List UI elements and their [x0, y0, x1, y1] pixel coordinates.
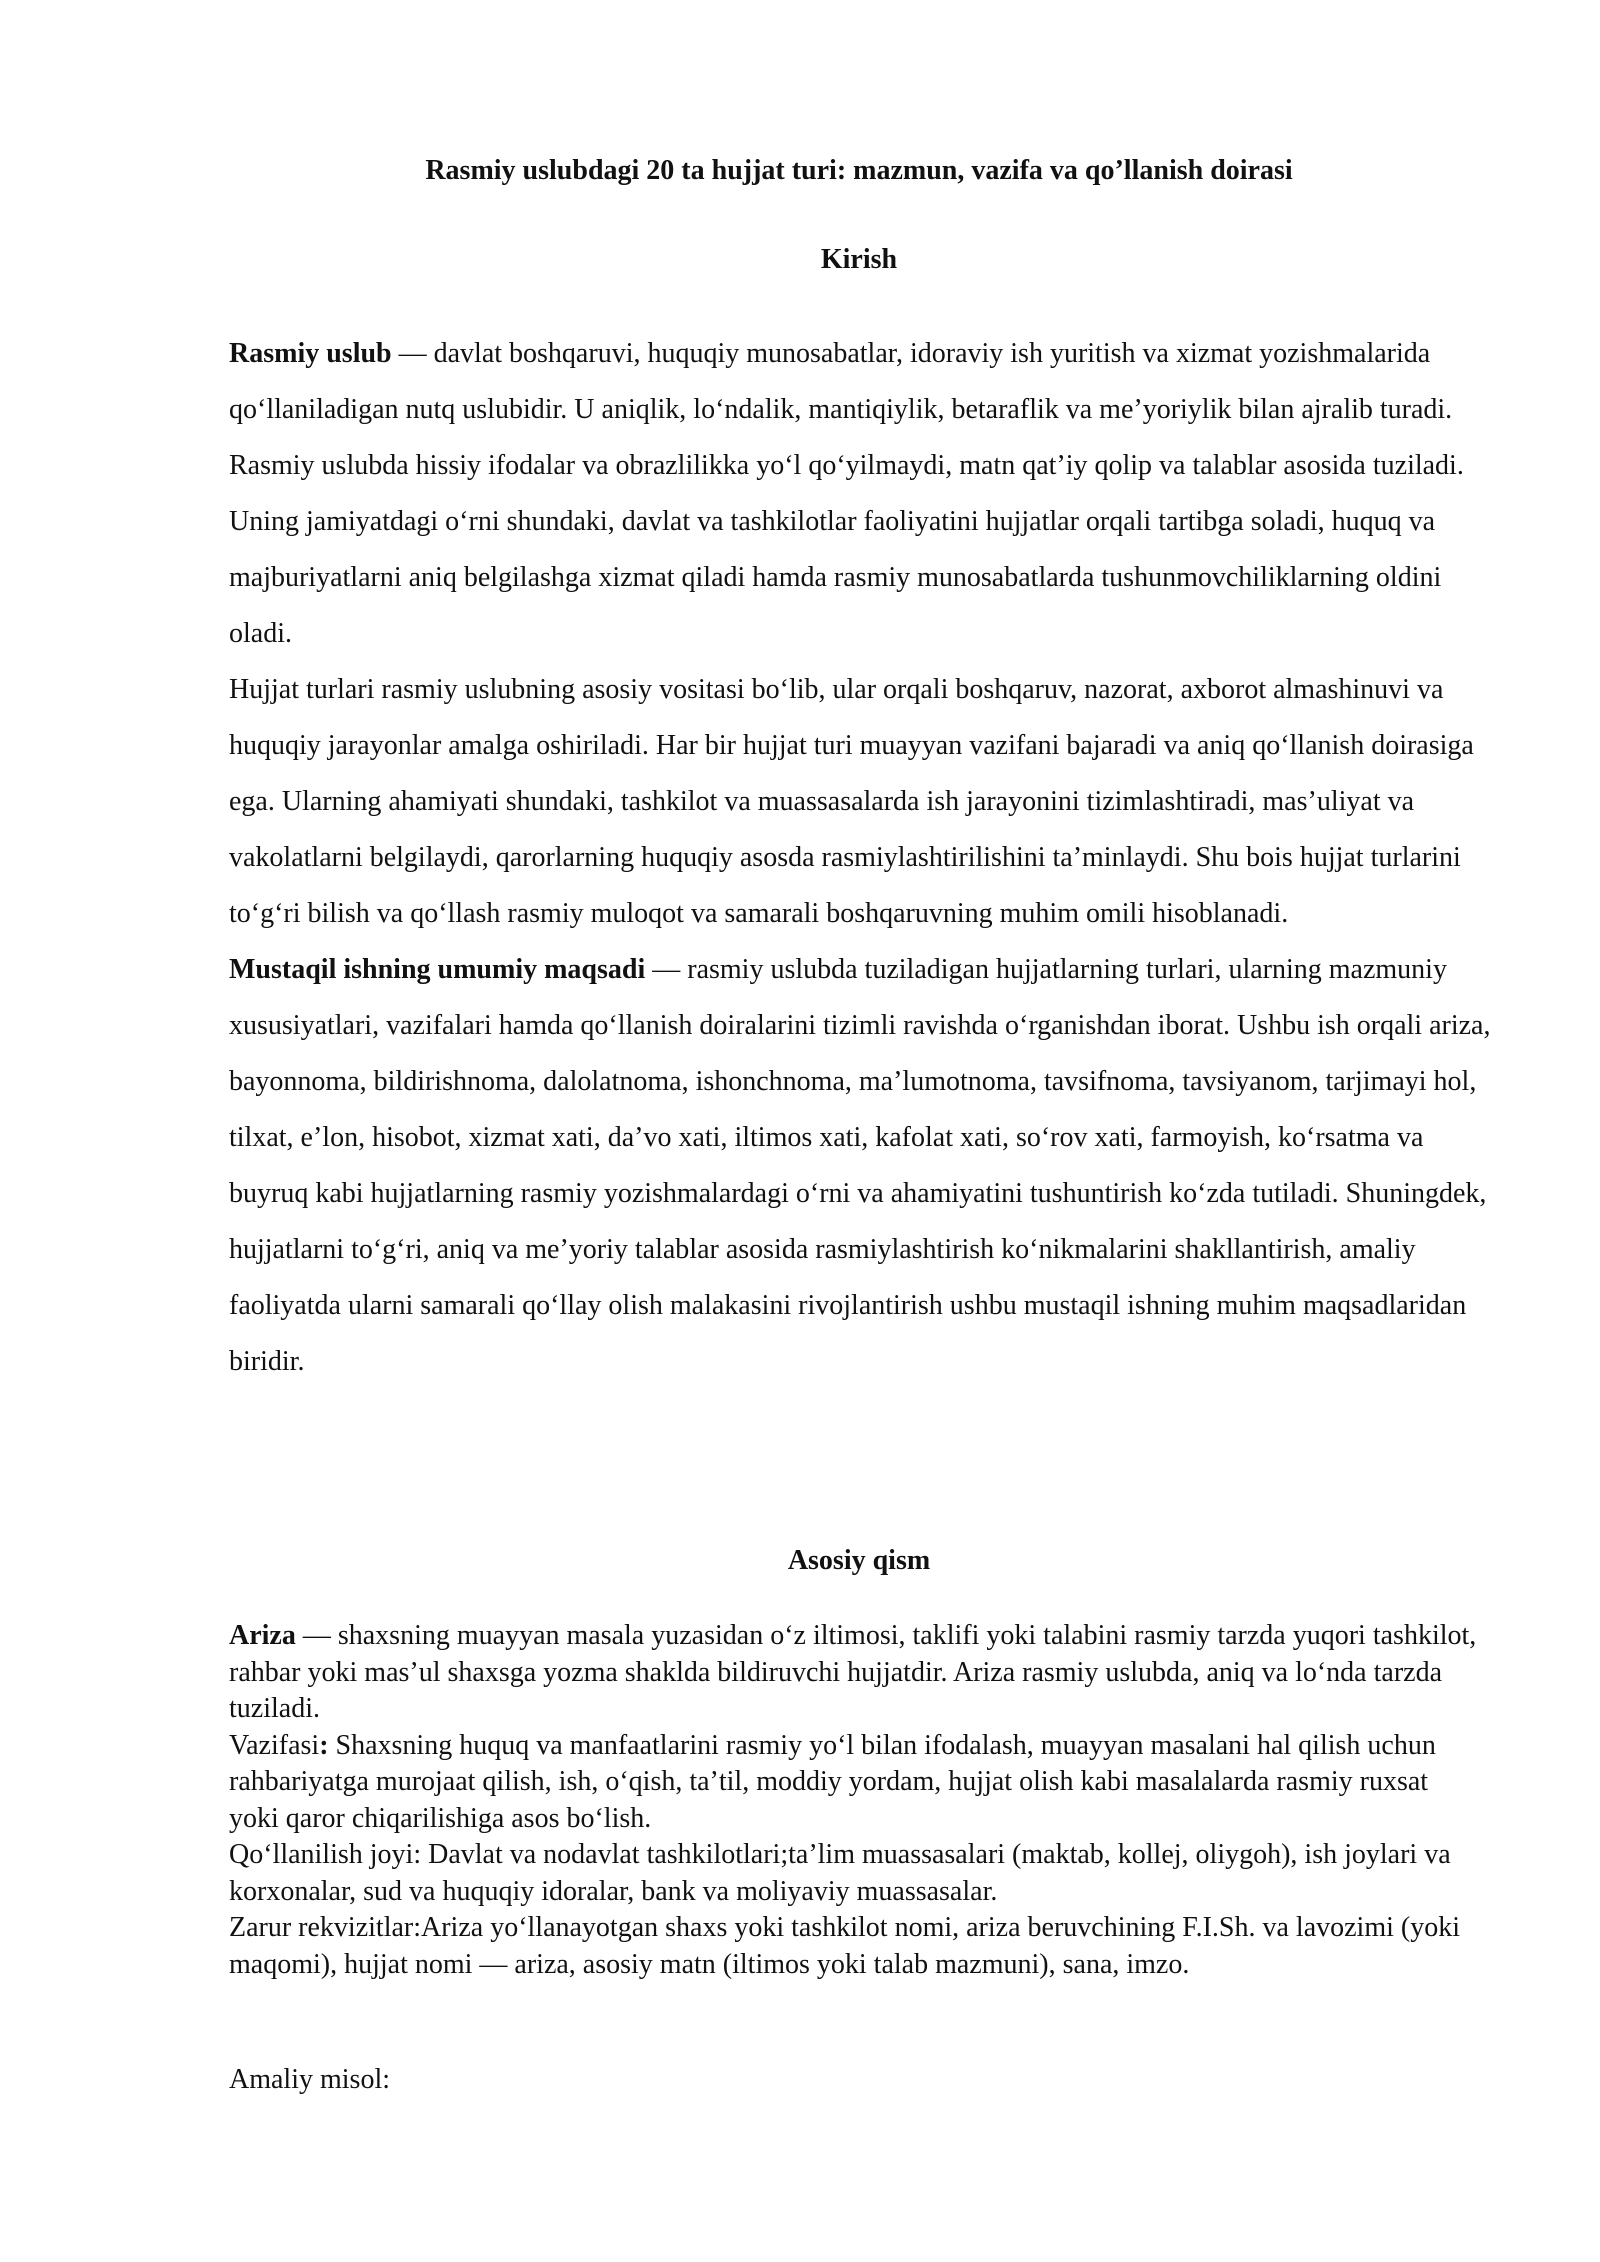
- ariza-definition: [229, 1618, 1479, 1728]
- intro-paragraph-2: Hujjat turlari rasmiy uslubning asosiy vositasi boʻlib, ular orqali boshqaruv, nazorat, axborot almashinuvi va huquqiy jarayonlar amalga oshiriladi. Har bir hujjat turi muayyan vazifani bajaradi va aniq qoʻllanish doirasiga ega. Ularning ahamiyati shundaki, tashkilot va muassasalarda ish jarayonini tizimlashtiradi, masʼuliyat va vakolatlarni belgilaydi, qarorlarning huquqiy asosda rasmiylashtirilishini taʼminlaydi. Shu bois hujjat turlarini toʻgʻri bilish va qoʻllash rasmiy muloqot va samarali boshqaruvning muhim omili hisoblanadi.: [229, 674, 1474, 929]
- ariza-requisites: Zarur rekvizitlar:Ariza yoʻllanayotgan shaxs yoki tashkilot nomi, ariza beruvchining F.I.Sh. va lavozimi (yoki maqomi), hujjat nomi — ariza, asosiy matn (iltimos yoki talab mazmuni), sana, imzo.: [229, 1912, 1460, 1980]
- section-heading-asosiy-qism: Asosiy qism: [787, 1545, 931, 1576]
- document-title: Rasmiy uslubdagi 20 ta hujjat turi: mazmun, vazifa va qo’llanish doirasi: [425, 155, 1293, 186]
- intro-paragraph-3-text: — rasmiy uslubda tuziladigan hujjatlarning turlari, ularning mazmuniy xususiyatlari, vazifalari hamda qoʻllanish doiralarini tizimli ravishda oʻrganishdan iborat. Ushbu ish orqali ariza, bayonnoma, bildirishnoma, dalolatnoma, ishonchnoma, maʼlumotnoma, tavsifnoma, tavsiyanom, tarjimayi hol, tilxat, eʼlon, hisobot, xizmat xati, daʼvo xati, iltimos xati, kafolat xati, soʻrov xati, farmoyish, koʻrsatma va buyruq kabi hujjatlarning rasmiy yozishmalardagi oʻrni va ahamiyatini tushuntirish koʻzda tutiladi. Shuningdek, hujjatlarni toʻgʻri, aniq va meʼyoriy talablar asosida rasmiylashtirish koʻnikmalarini shakllantirish, amaliy faoliyatda ularni samarali qoʻllay olish malakasini rivojlantirish ushbu mustaqil ishning muhim maqsadlaridan biridir.: [229, 954, 1491, 1377]
- intro-section: [229, 326, 1499, 1390]
- intro-paragraph-1-text: — davlat boshqaruvi, huquqiy munosabatlar, idoraviy ish yuritish va xizmat yozishmalarida qoʻllaniladigan nutq uslubidir. U aniqlik, loʻndalik, mantiqiylik, betaraflik va meʼyoriylik bilan ajralib turadi. Rasmiy uslubda hissiy ifodalar va obrazlilikka yoʻl qoʻyilmaydi, matn qatʼiy qolip va talablar asosida tuziladi. Uning jamiyatdagi oʻrni shundaki, davlat va tashkilotlar faoliyatini hujjatlar orqali tartibga soladi, huquq va majburiyatlarni aniq belgilashga xizmat qiladi hamda rasmiy munosabatlarda tushunmovchiliklarning oldini oladi.: [229, 338, 1464, 649]
- ariza-usage: Qoʻllanilish joyi: Davlat va nodavlat tashkilotlari;taʼlim muassasalari (maktab, kollej, oliygoh), ish joylari va korxonalar, sud va huquqiy idoralar, bank va moliyaviy muassasalar.: [229, 1839, 1451, 1907]
- ariza-function-label: Vazifasi: [229, 1729, 320, 1761]
- ariza-definition-text: — shaxsning muayyan masala yuzasidan oʻz iltimosi, taklifi yoki talabini rasmiy tarzda yuqori tashkilot, rahbar yoki masʼul shaxsga yozma shaklda bildiruvchi hujjatdir. Ariza rasmiy uslubda, aniq va loʻnda tarzda tuziladi.: [229, 1620, 1477, 1724]
- term-maqsad: Mustaqil ishning umumiy maqsadi: [229, 954, 646, 985]
- term-rasmiy-uslub: Rasmiy uslub: [229, 338, 392, 369]
- intro-paragraph-1: [229, 326, 1499, 662]
- intro-paragraph-3: [229, 942, 1499, 1390]
- ariza-section: [229, 1618, 1479, 1983]
- ariza-example-label: Amaliy misol:: [229, 2064, 390, 2095]
- term-ariza: Ariza: [229, 1620, 296, 1651]
- ariza-function-text: Shaxsning huquq va manfaatlarini rasmiy yoʻl bilan ifodalash, muayyan masalani hal qilish uchun rahbariyatga murojaat qilish, ish, oʻqish, taʼtil, moddiy yordam, hujjat olish kabi masalalarda rasmiy ruxsat yoki qaror chiqarilishiga asos boʻlish.: [229, 1729, 1436, 1834]
- section-heading-kirish: Kirish: [820, 244, 898, 275]
- ariza-function: [229, 1728, 1479, 1838]
- ariza-function-colon: :: [319, 1729, 329, 1761]
